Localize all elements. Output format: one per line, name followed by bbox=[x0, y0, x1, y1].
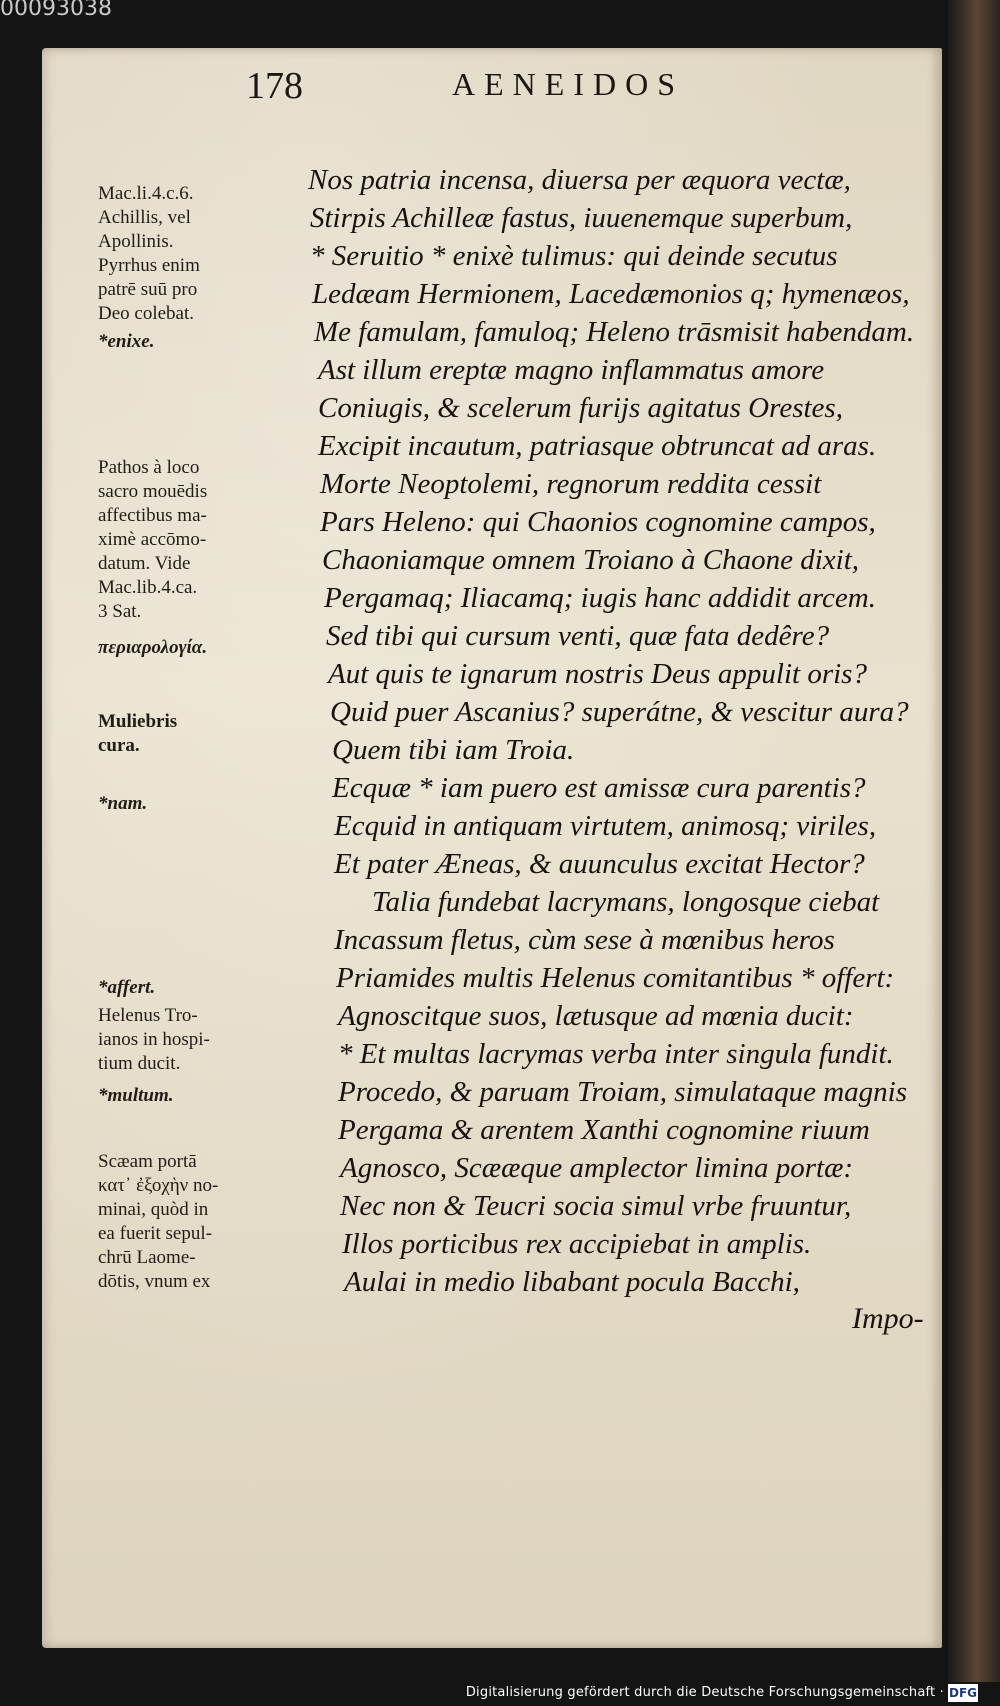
margin-note: Muliebris cura. bbox=[98, 711, 178, 756]
margin-note: Pathos à loco sacro mouēdis affectibus ma- ximè accōmo- datum. Vide Mac.lib.4.ca. 3 Sat. bbox=[98, 457, 208, 622]
verse-line: Ecquid in antiquam virtutem, animosq; viriles, bbox=[334, 810, 877, 842]
verse-line: Nec non & Teucri socia simul vrbe fruuntur, bbox=[340, 1190, 852, 1222]
margin-note: Helenus Tro- ianos in hospi- tium ducit. bbox=[98, 1005, 210, 1074]
margin-note: *nam. bbox=[98, 793, 148, 814]
verse-line: Coniugis, & scelerum furijs agitatus Orestes, bbox=[318, 392, 843, 424]
verse-line: Pergamaq; Iliacamq; iugis hanc addidit arcem. bbox=[324, 582, 876, 614]
verse-line: Ast illum ereptæ magno inflammatus amore bbox=[318, 354, 825, 386]
verse-line: * Seruitio * enixè tulimus: qui deinde secutus bbox=[310, 240, 838, 272]
verse-line: Pergama & arentem Xanthi cognomine riuum bbox=[338, 1114, 870, 1146]
verse-line: Ledæam Hermionem, Lacedæmonios q; hymenæos, bbox=[312, 278, 910, 310]
verse-line: Talia fundebat lacrymans, longosque ciebat bbox=[372, 886, 880, 918]
shelfmark-label: 00093038 bbox=[0, 0, 112, 20]
verse-line: Nos patria incensa, diuersa per æquora vectæ, bbox=[308, 164, 851, 196]
verse-line: Quid puer Ascanius? superátne, & vescitur aura? bbox=[330, 696, 909, 728]
verse-line: Et pater Æneas, & auunculus excitat Hector? bbox=[334, 848, 865, 880]
verse-line: Chaoniamque omnem Troiano à Chaone dixit, bbox=[322, 544, 860, 576]
margin-note: Scæam portā κατ᾽ ἐξοχὴν no- minai, quòd in ea fuerit sepul- chrū Laome- dōtis, vnum ex bbox=[98, 1151, 219, 1292]
verse-line: Incassum fletus, cùm sese à mœnibus heros bbox=[334, 924, 835, 956]
catchword: Impo- bbox=[852, 1302, 924, 1335]
verse-line: * Et multas lacrymas verba inter singula fundit. bbox=[338, 1038, 894, 1070]
margin-note: Mac.li.4.c.6. Achillis, vel Apollinis. Pyrrhus enim patrē suū pro Deo colebat. bbox=[98, 183, 200, 324]
margin-note: *affert. bbox=[98, 977, 156, 998]
dfg-logo: DFG bbox=[948, 1686, 977, 1700]
verse-line: Quem tibi iam Troia. bbox=[332, 734, 575, 766]
verse-line: Priamides multis Helenus comitantibus * offert: bbox=[336, 962, 895, 994]
page-number: 178 bbox=[246, 65, 303, 107]
verse-line: Ecquæ * iam puero est amissæ cura parentis? bbox=[332, 772, 866, 804]
verse-line: Aut quis te ignarum nostris Deus appulit oris? bbox=[328, 658, 867, 690]
verse-line: Pars Heleno: qui Chaonios cognomine campos, bbox=[320, 506, 876, 538]
verse-line: Illos porticibus rex accipiebat in amplis. bbox=[342, 1228, 812, 1260]
book-edge bbox=[948, 0, 1000, 1706]
margin-note: *enixe. bbox=[98, 331, 155, 352]
verse-line: Procedo, & paruam Troiam, simulataque magnis bbox=[338, 1076, 907, 1108]
margin-note: περιαρολογία. bbox=[98, 637, 208, 658]
verse-line: Excipit incautum, patriasque obtruncat ad aras. bbox=[318, 430, 877, 462]
verse-line: Agnoscitque suos, lætusque ad mœnia ducit: bbox=[338, 1000, 854, 1032]
verse-line: Agnosco, Scææque amplector limina portæ: bbox=[340, 1152, 854, 1184]
margin-note: *multum. bbox=[98, 1085, 174, 1106]
running-title: AENEIDOS bbox=[452, 66, 684, 102]
verse-line: Stirpis Achilleæ fastus, iuuenemque superbum, bbox=[310, 202, 853, 234]
footer-credit: Digitalisierung gefördert durch die Deutsche Forschungsgemeinschaft · bbox=[465, 1685, 944, 1700]
verse-line: Sed tibi qui cursum venti, quæ fata dedêre? bbox=[326, 620, 830, 652]
verse-line: Morte Neoptolemi, regnorum reddita cessit bbox=[320, 468, 822, 500]
verse-line: Aulai in medio libabant pocula Bacchi, bbox=[344, 1266, 800, 1298]
verse-line: Me famulam, famuloq; Heleno trāsmisit habendam. bbox=[314, 316, 915, 348]
footer-bar bbox=[0, 1682, 1000, 1706]
